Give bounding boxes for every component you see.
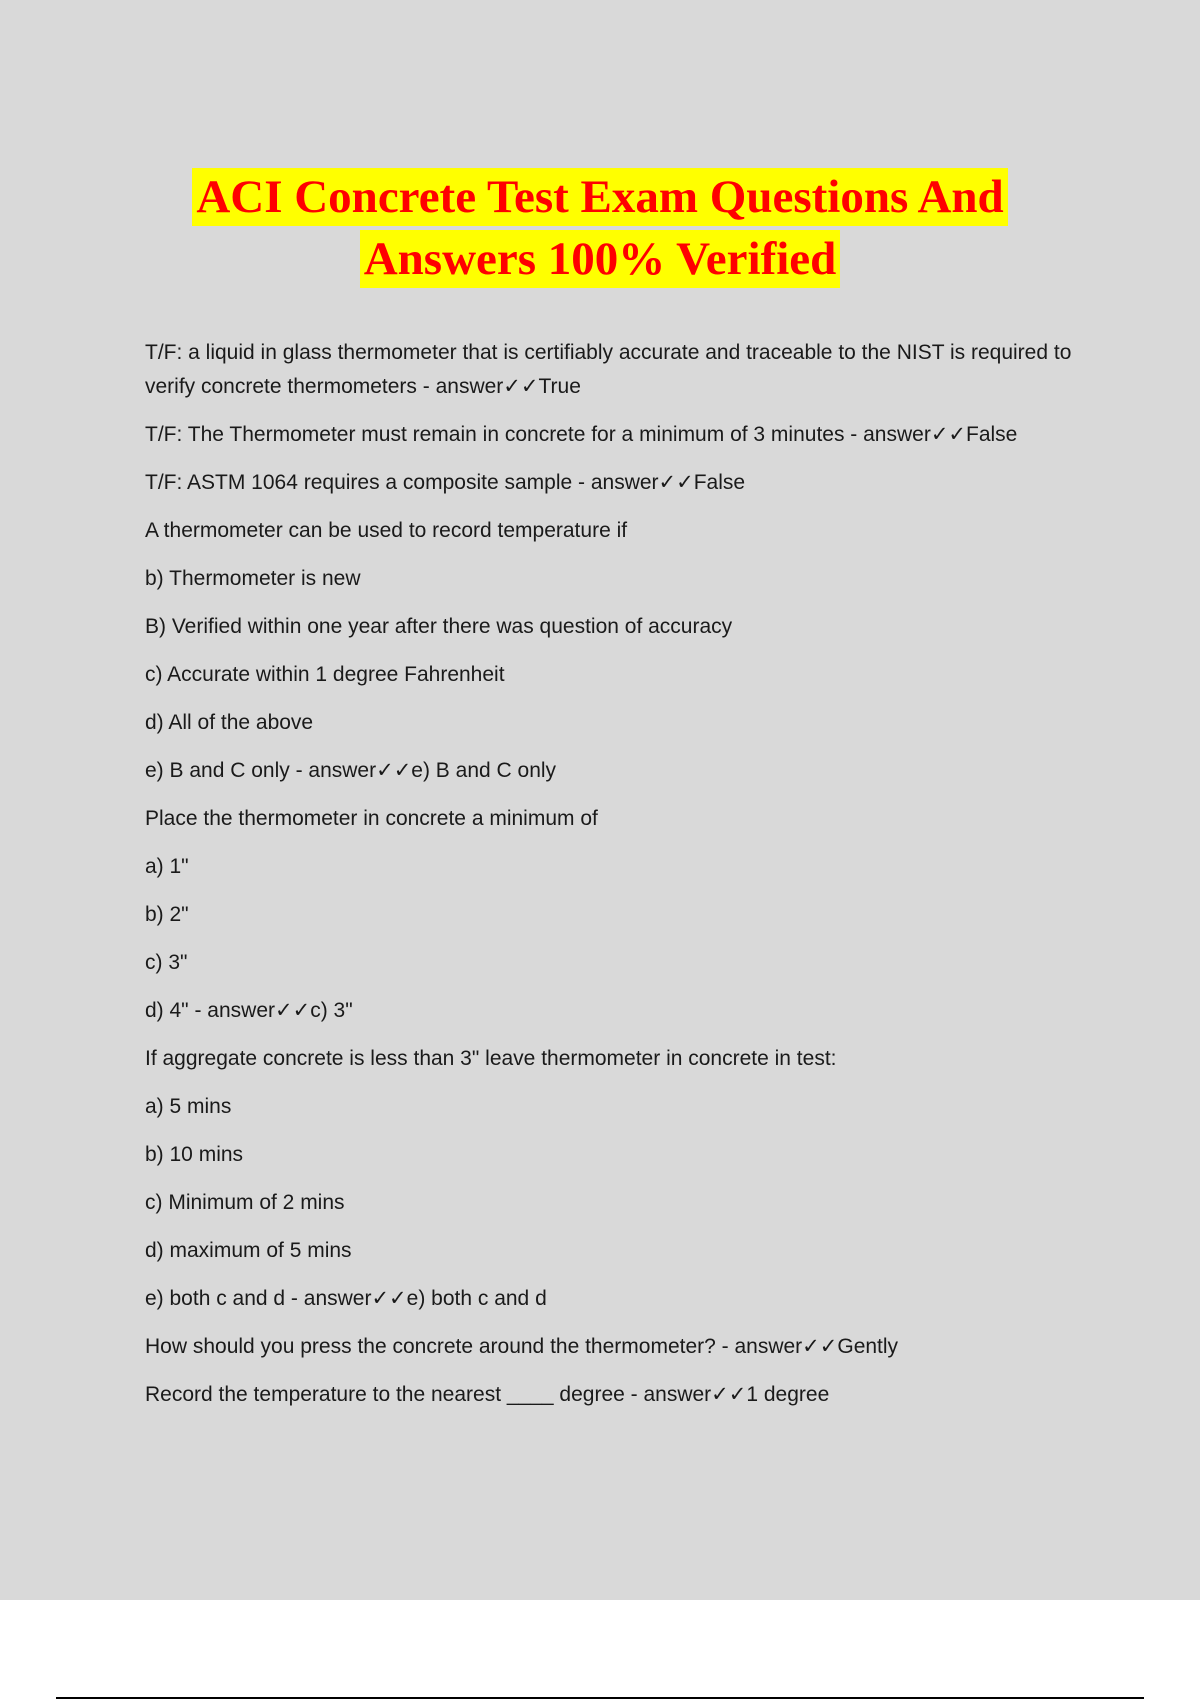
answer-paragraph: e) B and C only - answer✓✓e) B and C only — [145, 759, 557, 782]
option-paragraph: c) Minimum of 2 mins — [145, 1191, 345, 1214]
option-paragraph: B) Verified within one year after there was question of accuracy — [145, 615, 733, 638]
answer-paragraph: e) both c and d - answer✓✓e) both c and d — [145, 1287, 547, 1310]
question-answer-list — [145, 336, 1095, 1426]
footer-divider — [56, 1697, 1144, 1699]
question-paragraph: Place the thermometer in concrete a minimum of — [145, 807, 598, 830]
document-title — [0, 168, 1200, 292]
question-paragraph: T/F: ASTM 1064 requires a composite sample - answer✓✓False — [145, 471, 746, 494]
option-paragraph: b) 10 mins — [145, 1143, 244, 1166]
title-line-2: Answers 100% Verified — [360, 230, 841, 288]
answer-paragraph: d) 4" - answer✓✓c) 3" — [145, 999, 353, 1022]
question-paragraph: T/F: a liquid in glass thermometer that is certifiably accurate and traceable to the NIST is required to verify concrete thermometers - answer✓✓True — [145, 341, 1078, 398]
question-paragraph: T/F: The Thermometer must remain in concrete for a minimum of 3 minutes - answer✓✓False — [145, 423, 1018, 446]
question-paragraph: Record the temperature to the nearest ____ degree - answer✓✓1 degree — [145, 1383, 830, 1406]
option-paragraph: c) 3" — [145, 951, 188, 974]
question-paragraph: How should you press the concrete around the thermometer? - answer✓✓Gently — [145, 1335, 899, 1358]
option-paragraph: a) 5 mins — [145, 1095, 232, 1118]
option-paragraph: a) 1" — [145, 855, 189, 878]
question-paragraph: A thermometer can be used to record temperature if — [145, 519, 628, 542]
option-paragraph: b) Thermometer is new — [145, 567, 361, 590]
option-paragraph: d) All of the above — [145, 711, 314, 734]
option-paragraph: b) 2" — [145, 903, 189, 926]
title-line-1: ACI Concrete Test Exam Questions And — [192, 168, 1007, 226]
question-paragraph: If aggregate concrete is less than 3" leave thermometer in concrete in test: — [145, 1047, 837, 1070]
option-paragraph: c) Accurate within 1 degree Fahrenheit — [145, 663, 505, 686]
option-paragraph: d) maximum of 5 mins — [145, 1239, 352, 1262]
